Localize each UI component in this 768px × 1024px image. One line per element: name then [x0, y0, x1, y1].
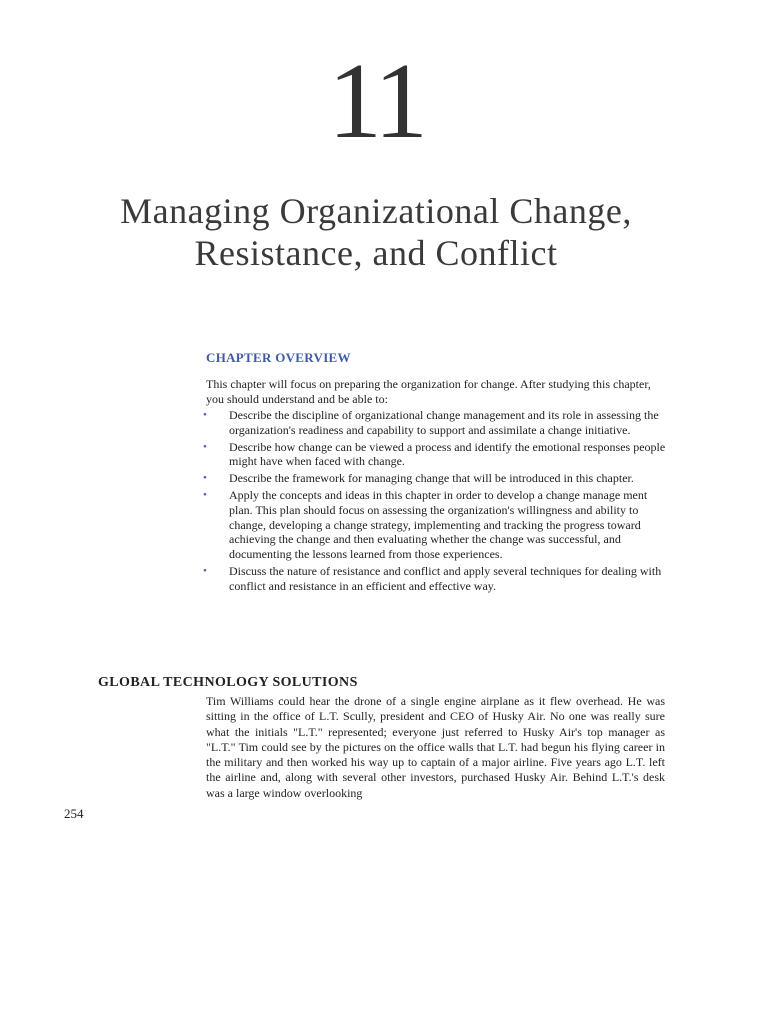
chapter-number: 11 — [328, 42, 424, 161]
bullet-icon: • — [203, 472, 207, 485]
list-item — [203, 439, 666, 470]
bullet-icon: • — [203, 409, 207, 421]
page-number: 254 — [64, 806, 84, 821]
chapter-overview-heading: CHAPTER OVERVIEW — [206, 350, 351, 365]
chapter-overview-intro: This chapter will focus on preparing the organization for change. After studying this chapter, you should understand and be able to: — [206, 377, 651, 406]
bullet-icon: • — [203, 564, 207, 577]
chapter-overview — [203, 350, 666, 596]
learning-objectives-list — [203, 408, 666, 594]
list-item — [203, 487, 666, 562]
objective-text: Discuss the nature of resistance and conflict and apply several techniques for dealing with conflict and resistance in an efficient and effective way. — [229, 563, 662, 593]
chapter-title-line-1: Managing Organizational Change, — [120, 191, 632, 231]
objective-text: Describe how change can be viewed a process and identify the emotional responses people might have when faced with change. — [229, 439, 666, 469]
bullet-icon: • — [203, 440, 207, 453]
case-study-body: Tim Williams could hear the drone of a single engine airplane as it flew overhead. He was sitting in the office of L.T. Scully, president and CEO of Husky Air. No one was really sure what the initials "L.T." represented; everyone just referred to Husky Air's top manager as "L.T." Tim could see by the pictures on the office walls that L.T. had begun his flying career in the military and then worked his way up to captain of a major airline. Five years ago L.T. left the airline and, along with several other investors, purchased Husky Air. Behind L.T.'s desk was a large window overlooking — [206, 694, 665, 800]
objective-text: Apply the concepts and ideas in this chapter in order to develop a change manage ment plan. This plan should focus on assessing the organization's willingness and ability to change, developing a change strategy, implementing and tracking the progress toward achieving the change and then evaluating whether the change was successful, and documenting the lessons learned from those experiences. — [229, 487, 648, 562]
list-item — [203, 408, 666, 438]
list-item — [203, 471, 666, 486]
list-item — [203, 563, 666, 594]
objective-text: Describe the discipline of organizational change management and its role in assessing the organization's readiness and capability to support and assimilate a change initiative. — [229, 408, 659, 437]
chapter-title — [0, 190, 752, 274]
objective-text: Describe the framework for managing change that will be introduced in this chapter. — [229, 471, 634, 486]
bullet-icon: • — [203, 488, 207, 501]
case-study-heading: GLOBAL TECHNOLOGY SOLUTIONS — [98, 674, 358, 690]
chapter-title-line-2: Resistance, and Conflict — [194, 233, 558, 273]
